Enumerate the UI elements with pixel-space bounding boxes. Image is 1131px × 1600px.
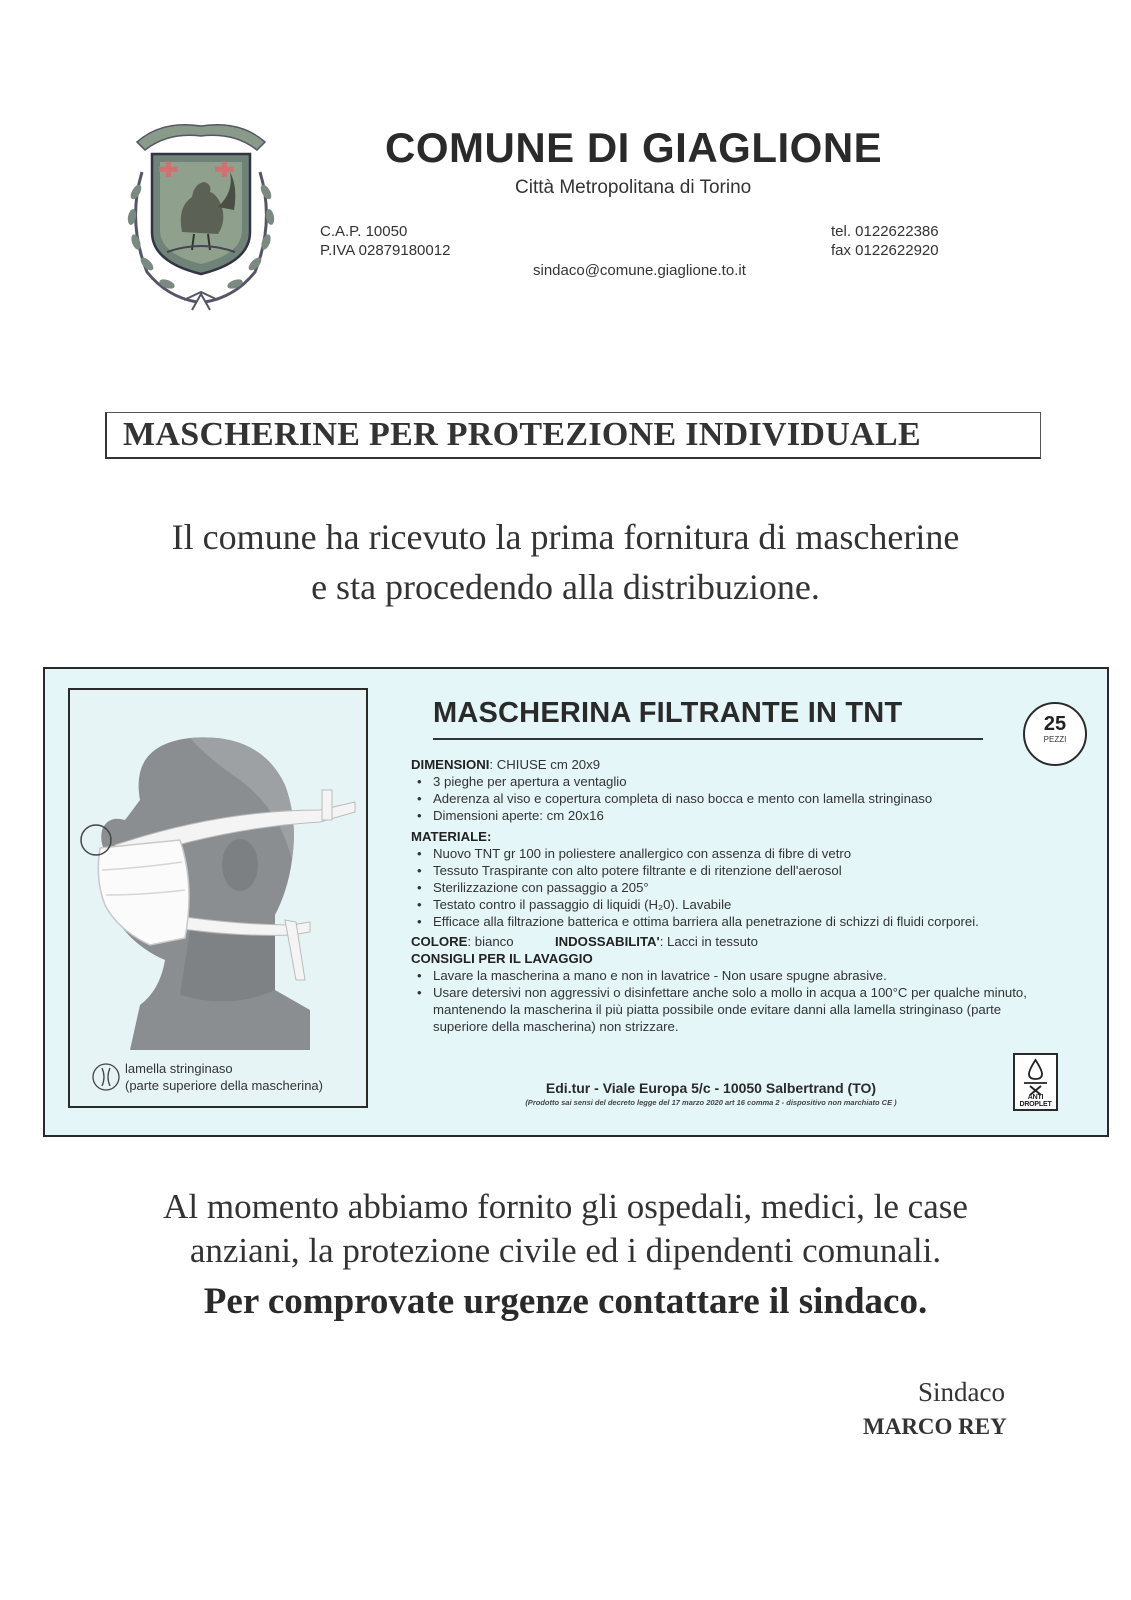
list-item: • Nuovo TNT gr 100 in poliestere anallergico con assenza di fibre di vetro — [433, 845, 1081, 862]
lamella-caption — [125, 1060, 323, 1094]
fiscal-info — [320, 222, 450, 260]
comune-title: COMUNE DI GIAGLIONE — [385, 124, 883, 171]
piva: P.IVA 02879180012 — [320, 242, 451, 259]
list-item: • Tessuto Traspirante con alto potere filtrante e di ritenzione dell'aerosol — [433, 862, 1081, 879]
lamella-caption-line-2: (parte superiore della mascherina) — [125, 1078, 323, 1093]
comune-subtitle: Città Metropolitana di Torino — [515, 177, 752, 198]
pieces-count: 25 — [1043, 713, 1067, 735]
manufacturer-address: Edi.tur - Viale Europa 5/c - 10050 Salbertrand (TO) — [545, 1080, 877, 1096]
material-label: MATERIALE: — [411, 829, 492, 844]
signature-role: Sindaco — [918, 1377, 1005, 1407]
email-address: sindaco@comune.giaglione.to.it — [533, 262, 746, 279]
wash-label: CONSIGLI PER IL LAVAGGIO — [411, 951, 593, 966]
dimensions-value: : CHIUSE cm 20x9 — [489, 757, 601, 772]
lamella-marker-icon — [91, 1062, 121, 1092]
list-item: • Sterilizzazione con passaggio a 205° — [433, 879, 1081, 896]
color-label: COLORE — [411, 934, 468, 949]
anti-droplet-label: ANTI DROPLET — [1019, 1094, 1052, 1108]
notice-heading: MASCHERINE PER PROTEZIONE INDIVIDUALE — [123, 416, 921, 453]
material-list — [411, 845, 1081, 930]
telephone: tel. 0122622386 — [831, 223, 939, 240]
cap: C.A.P. 10050 — [320, 223, 408, 240]
color-value: : bianco — [467, 934, 514, 949]
dimension-list — [411, 773, 1081, 824]
droplet-icon — [1015, 1055, 1056, 1097]
list-item: • Lavare la mascherina a mano e non in lavatrice - Non usare spugne abrasive. — [433, 967, 1081, 984]
fax: fax 0122622920 — [831, 242, 939, 259]
wear-label: INDOSSABILITA' — [554, 934, 660, 949]
intro-line-2: e sta procedendo alla distribuzione. — [311, 567, 820, 607]
product-title: MASCHERINA FILTRANTE IN TNT — [433, 697, 903, 729]
intro-line-1: Il comune ha ricevuto la prima fornitura di mascherine — [171, 517, 960, 557]
color-wear-row — [411, 933, 1081, 950]
municipal-crest-logo — [122, 112, 280, 312]
list-item: • Efficace alla filtrazione batterica e ottima barriera alla penetrazione di schizzi di fluidi corporei. — [433, 913, 1081, 930]
title-underline — [433, 738, 983, 740]
urgent-contact-notice: Per comprovate urgenze contattare il sindaco. — [203, 1281, 928, 1322]
list-item: • Aderenza al viso e copertura completa di naso bocca e mento con lamella stringinaso — [433, 790, 1081, 807]
list-item: • Dimensioni aperte: cm 20x16 — [433, 807, 1081, 824]
dimensions-row — [411, 756, 1081, 773]
pieces-unit: PEZZI — [1043, 735, 1067, 744]
list-item: • Testato contro il passaggio di liquidi (H₂0). Lavabile — [433, 896, 1081, 913]
dimensions-label: DIMENSIONI — [411, 757, 490, 772]
phone-contacts — [831, 222, 939, 260]
wear-value: : Lacci in tessuto — [659, 934, 758, 949]
mask-on-mannequin-illustration — [70, 690, 366, 1050]
list-item: • 3 pieghe per apertura a ventaglio — [433, 773, 1081, 790]
lamella-caption-line-1: lamella stringinaso — [125, 1061, 233, 1076]
footer-line-1: Al momento abbiamo fornito gli ospedali, medici, le case — [163, 1187, 968, 1226]
signature-name: MARCO REY — [863, 1414, 1007, 1439]
footer-line-2: anziani, la protezione civile ed i dipendenti comunali. — [189, 1231, 942, 1270]
list-item: • Usare detersivi non aggressivi o disinfettare anche solo a mollo in acqua a 100°C per qualche minuto, mantenendo la mascherina il più piatta possibile onde evitare danni alla lamella stringinaso (parte superiore della mascherina) non strizzare. — [433, 984, 1033, 1035]
legal-notice: (Prodotto sai sensi del decreto legge del 17 marzo 2020 art 16 comma 2 - dispositivo non marchiato CE ) — [525, 1098, 897, 1107]
product-specifications — [411, 756, 1081, 1035]
anti-droplet-symbol — [1013, 1053, 1058, 1111]
intro-paragraph — [0, 512, 1131, 612]
wash-list — [411, 967, 1081, 1035]
footer-paragraph — [0, 1185, 1131, 1273]
